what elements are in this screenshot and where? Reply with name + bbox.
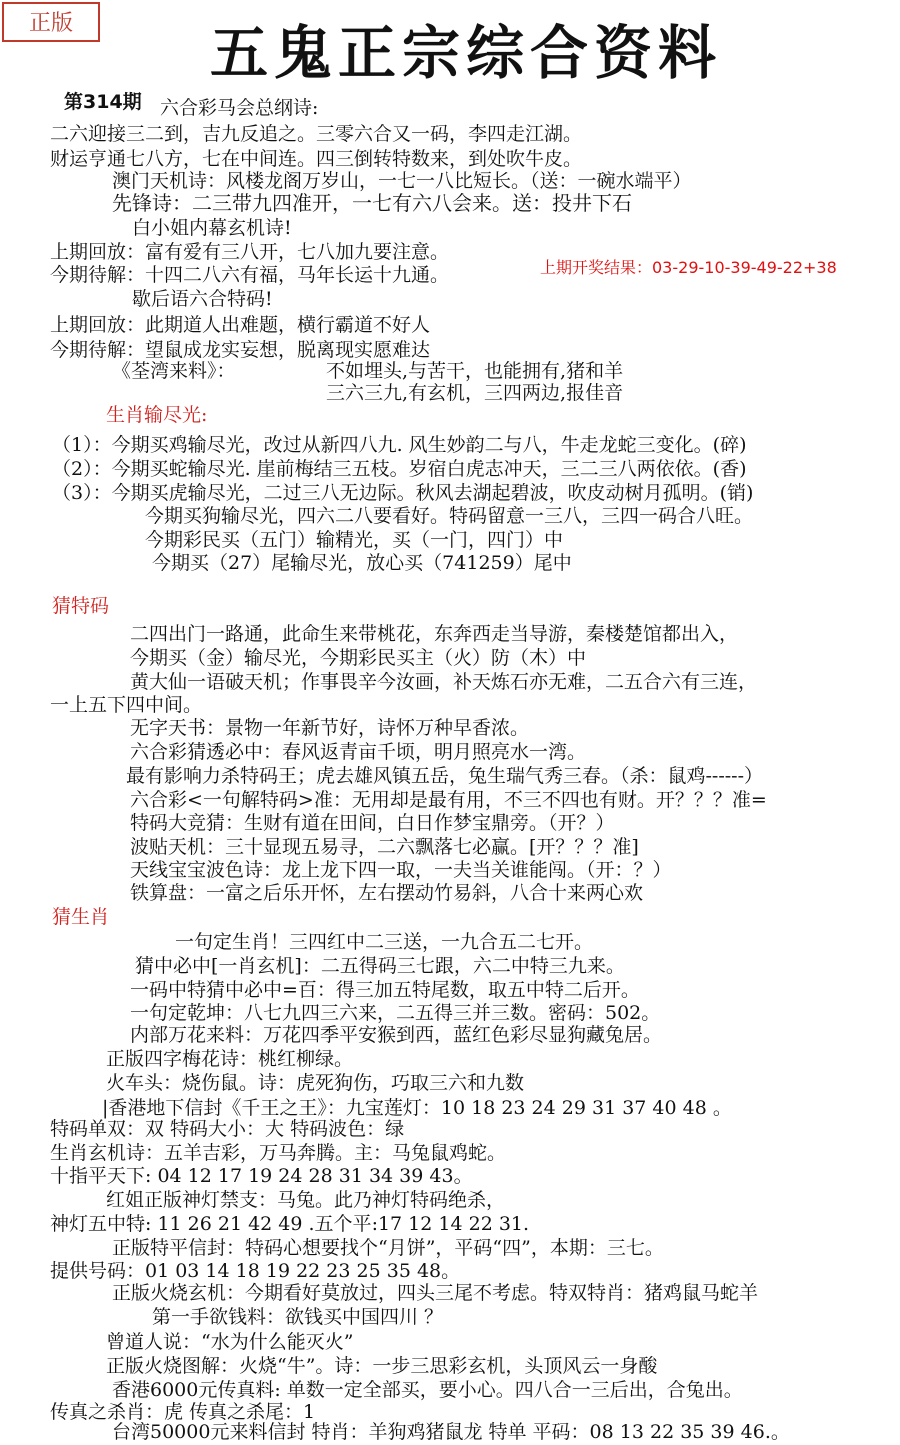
text-line: 特码大竞猜：生财有道在田间，白日作梦宝鼎旁。（开？） xyxy=(130,812,615,834)
text-line: 红姐正版神灯禁支：马兔。此乃神灯特码绝杀， xyxy=(106,1189,506,1211)
text-line: 六合彩猜透必中：春风返青亩千顷，明月照亮水一湾。 xyxy=(130,741,587,763)
text-line: 正版四字梅花诗：桃红柳绿。 xyxy=(106,1048,354,1070)
text-line: 二六迎接三二到，吉九反追之。三零六合又一码，李四走江湖。 xyxy=(50,123,583,145)
text-line: 澳门天机诗：风楼龙阁万岁山，一七一八比短长。（送：一碗水端平） xyxy=(112,170,692,192)
text-line: （3）：今期买虎输尽光，二过三八无边际。秋风去湖起碧波，吹皮动树月孤明。(销) xyxy=(52,482,754,504)
text-line: 台湾50000元来料信封 特肖：羊狗鸡猪鼠龙 特单 平码：08 13 22 35 39 46.。 xyxy=(112,1421,790,1443)
text-line: （2）：今期买蛇输尽光. 崖前梅结三五枝。岁宿白虎志冲天，三二三八两依依。(香) xyxy=(52,458,747,480)
text-line: 特码单双：双 特码大小：大 特码波色：绿 xyxy=(50,1118,405,1140)
text-line: 不如埋头,与苦干，也能拥有,猪和羊 xyxy=(326,360,624,382)
text-line: 曾道人说：“水为什么能灭火” xyxy=(106,1331,354,1353)
text-line: 正版火烧玄机：今期看好莫放过，四头三尾不考虑。特双特肖：猪鸡鼠马蛇羊 xyxy=(112,1282,759,1304)
text-line: 黄大仙一语破天机；作事畏辛今汝画，补天炼石亦无难，二五合六有三连， xyxy=(130,671,758,693)
text-line: 上期回放：此期道人出难题，横行霸道不好人 xyxy=(50,314,431,336)
text-line: 最有影响力杀特码王；虎去雄风镇五岳，兔生瑞气秀三春。（杀：鼠鸡------） xyxy=(126,765,764,787)
text-line: 三六三九,有玄机，三四两边,报佳音 xyxy=(326,382,624,404)
text-line: （1）：今期买鸡输尽光，改过从新四八九. 风生妙韵二与八，牛走龙蛇三变化。(碎) xyxy=(52,434,747,456)
text-line: 白小姐内幕玄机诗! xyxy=(132,217,292,239)
text-line: 财运亨通七八方，七在中间连。四三倒转特数来，到处吹牛皮。 xyxy=(50,148,583,170)
text-line: 波贴天机：三十显现五易寻，二六飘落七必赢。[开？？？准] xyxy=(130,836,639,858)
text-line: 提供号码：01 03 14 18 19 22 23 25 35 48。 xyxy=(50,1260,461,1282)
text-line: 《荃湾来料》： xyxy=(112,360,236,382)
authentic-stamp: 正版 xyxy=(2,2,100,42)
text-line: 今期买（27）尾输尽光，放心买（741259）尾中 xyxy=(152,552,572,574)
text-line: 一上五下四中间。 xyxy=(50,694,203,716)
text-line: 十指平天下: 04 12 17 19 24 28 31 34 39 43。 xyxy=(50,1165,473,1187)
section-heading: 猜特码 xyxy=(52,595,110,617)
text-line: 先锋诗：二三带九四准开，一七有六八会来。送：投井下石 xyxy=(112,191,632,215)
text-line: 第一手欲钱料：欲钱买中国四川 ？ xyxy=(152,1306,444,1328)
text-line: 六合彩马会总纲诗: xyxy=(160,97,319,119)
text-line: 天线宝宝波色诗：龙上龙下四一取，一夫当关谁能闯。（开：？） xyxy=(130,859,672,881)
text-line: 一码中特猜中必中=百：得三加五特尾数，取五中特二后开。 xyxy=(130,979,640,1001)
text-line: 正版火烧图解：火烧“牛”。诗：一步三思彩玄机，头顶风云一身酸 xyxy=(106,1355,658,1377)
text-line: 内部万花来料：万花四季平安猴到西，蓝红色彩尽显狗藏兔居。 xyxy=(130,1024,663,1046)
text-line: 上期回放：富有爱有三八开，七八加九要注意。 xyxy=(50,241,450,263)
text-line: 今期待解：十四二八六有福，马年长运十九通。 xyxy=(50,264,450,286)
text-line: 六合彩<一句解特码>准：无用却是最有用，不三不四也有财。开？？？准= xyxy=(130,789,767,811)
section-heading: 猜生肖 xyxy=(52,906,110,928)
text-line: 一句定乾坤：八七九四三六来，二五得三并三数。密码：502。 xyxy=(130,1002,661,1024)
text-line: 今期待解：望鼠成龙实妄想，脱离现实愿难达 xyxy=(50,339,431,361)
text-line: 神灯五中特: 11 26 21 42 49 .五个平:17 12 14 22 31. xyxy=(50,1213,530,1235)
text-line: |香港地下信封《千王之王》：九宝莲灯：10 18 23 24 29 31 37 40 48 。 xyxy=(102,1097,732,1119)
text-line: 猜中必中[一肖玄机]：二五得码三七跟，六二中特三九来。 xyxy=(135,955,625,977)
text-line: 生肖玄机诗：五羊吉彩，万马奔腾。主：马兔鼠鸡蛇。 xyxy=(50,1142,507,1164)
text-line: 歇后语六合特码! xyxy=(132,288,273,310)
issue-number: 第314期 xyxy=(64,91,142,113)
section-heading: 生肖输尽光: xyxy=(106,404,208,426)
text-line: 二四出门一路通，此命生来带桃花，东奔西走当导游，秦楼楚馆都出入， xyxy=(130,623,739,645)
text-line: 火车头：烧伤鼠。诗：虎死狗伤，巧取三六和九数 xyxy=(106,1072,525,1094)
text-line: 一句定生肖！三四红中二三送，一九合五二七开。 xyxy=(175,931,594,953)
page-title: 五鬼正宗综合资料 xyxy=(210,19,723,87)
text-line: 今期买狗输尽光，四六二八要看好。特码留意一三八，三四一码合八旺。 xyxy=(145,505,754,527)
last-draw-result: 上期开奖结果：03-29-10-39-49-22+38 xyxy=(540,258,837,277)
text-line: 正版特平信封：特码心想要找个“月饼”，平码“四”，本期：三七。 xyxy=(112,1237,664,1259)
text-line: 传真之杀肖：虎 传真之杀尾：1 xyxy=(50,1401,316,1423)
text-line: 香港6000元传真料: 单数一定全部买，要小心。四八合一三后出，合兔出。 xyxy=(112,1379,743,1401)
text-line: 今期买（金）输尽光，今期彩民买主（火）防（木）中 xyxy=(130,647,587,669)
text-line: 今期彩民买（五门）输精光，买（一门，四门）中 xyxy=(145,529,564,551)
text-line: 无字天书：景物一年新节好，诗怀万种早香浓。 xyxy=(130,717,530,739)
text-line: 铁算盘：一富之后乐开怀，左右摆动竹易斜，八合十来两心欢 xyxy=(130,882,644,904)
